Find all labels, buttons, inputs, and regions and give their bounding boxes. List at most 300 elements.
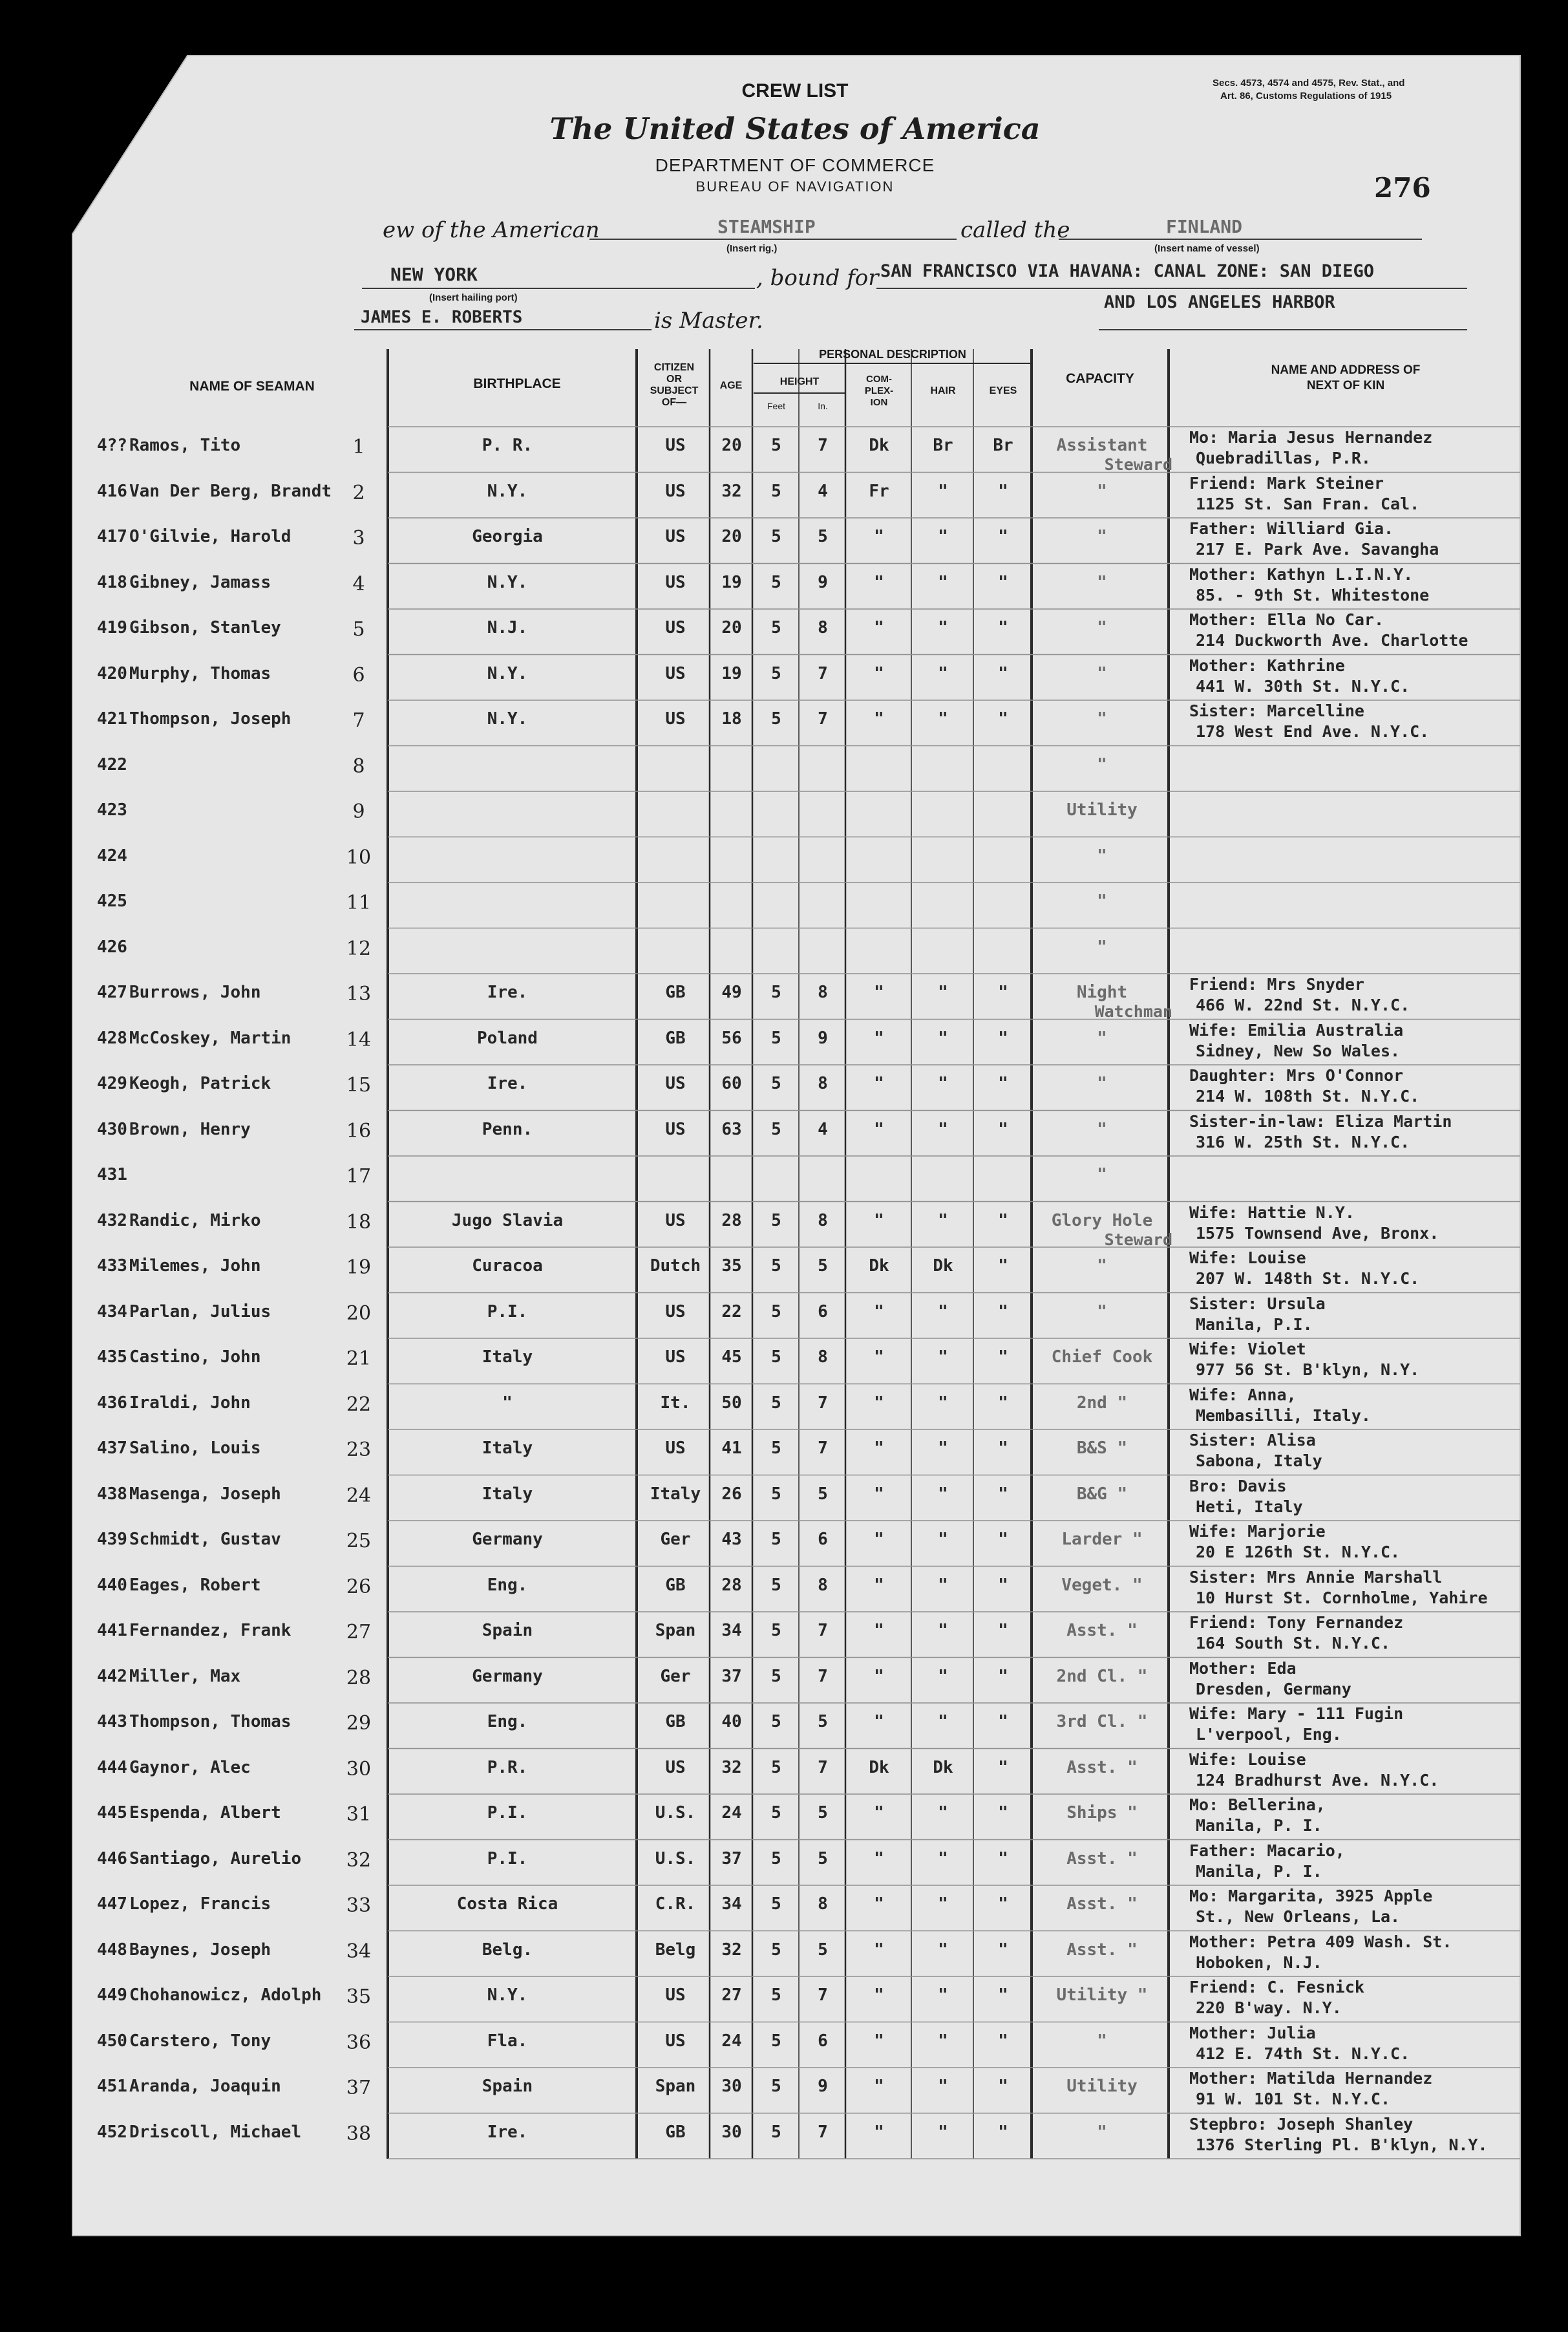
cell-birth: Jugo Slavia	[451, 1210, 564, 1230]
cell-birth: P.I.	[487, 1848, 528, 1868]
cell-birth: Ire.	[487, 2122, 528, 2142]
cell-hair: "	[938, 1028, 948, 1048]
cell-n: 9	[352, 800, 365, 823]
cell-name: Carstero, Tony	[129, 2031, 271, 2051]
cell-ft: 5	[771, 1666, 781, 1686]
cell-eyes: "	[998, 1575, 1008, 1595]
cell-ft: 5	[771, 481, 781, 501]
cell-cap1: "	[1097, 527, 1107, 546]
cell-comp: "	[874, 1666, 884, 1686]
cell-age: 20	[721, 527, 742, 546]
cell-cap1: Asst. "	[1066, 1757, 1138, 1777]
cell-ref: 452	[97, 2122, 127, 2142]
cell-comp: "	[874, 1347, 884, 1367]
col-name-header: NAME OF SEAMAN	[189, 379, 315, 394]
crew-row	[0, 1567, 1568, 1613]
cell-birth: Penn.	[482, 1119, 533, 1139]
cell-birth: Costa Rica	[456, 1894, 558, 1914]
col-eyes-header: EYES	[989, 385, 1017, 396]
cell-n: 15	[346, 1074, 372, 1096]
cell-ft: 5	[771, 1393, 781, 1413]
cell-cap1: Asst. "	[1066, 1848, 1138, 1868]
cell-kin-line-1: Mother: Petra 409 Wash. St.	[1189, 1932, 1452, 1951]
cell-ref: 443	[97, 1712, 127, 1731]
cell-kin-line-1: Friend: C. Fesnick	[1189, 1978, 1364, 1996]
cell-birth: N.Y.	[487, 663, 528, 683]
cell-cap1: "	[1097, 709, 1107, 729]
cell-age: 28	[721, 1575, 742, 1595]
col-citizen-header-2: OR	[666, 374, 682, 385]
cell-in: 7	[818, 1985, 828, 2005]
cell-eyes: "	[998, 1439, 1008, 1458]
cell-n: 19	[346, 1256, 372, 1279]
cell-age: 24	[721, 1803, 742, 1823]
cell-comp: "	[874, 2031, 884, 2051]
cell-hair: "	[938, 1393, 948, 1413]
cell-cap1: "	[1097, 663, 1107, 683]
cell-birth: P. R.	[482, 436, 533, 455]
cell-hair: "	[938, 1347, 948, 1367]
bound-for-label: , bound for	[756, 265, 879, 291]
destination-line-2: AND LOS ANGELES HARBOR	[1104, 292, 1335, 312]
cell-n: 36	[346, 2031, 372, 2054]
cell-comp: "	[874, 1119, 884, 1139]
cell-cap1: Assistant	[1056, 436, 1148, 455]
cell-birth: Poland	[477, 1028, 538, 1048]
cell-comp: "	[874, 1940, 884, 1960]
cell-ref: 449	[97, 1985, 127, 2005]
cell-ref: 434	[97, 1301, 127, 1321]
cell-comp: "	[874, 1575, 884, 1595]
cell-comp: "	[874, 1028, 884, 1048]
destination-line-1: SAN FRANCISCO VIA HAVANA: CANAL ZONE: SAN DIEGO	[880, 261, 1375, 281]
cell-kin-line-2: Heti, Italy	[1196, 1497, 1303, 1516]
cell-cap1: Utility	[1066, 800, 1138, 820]
cell-cap1: "	[1097, 1119, 1107, 1139]
col-capacity-header: CAPACITY	[1066, 371, 1134, 386]
crew-row	[0, 2022, 1568, 2069]
cell-hair: "	[938, 1712, 948, 1731]
cell-n: 3	[352, 527, 365, 550]
cell-kin-line-2: 20 E 126th St. N.Y.C.	[1196, 1543, 1401, 1561]
crew-row	[0, 1840, 1568, 1887]
cell-kin-line-2: 316 W. 25th St. N.Y.C.	[1196, 1132, 1410, 1151]
cell-comp: "	[874, 709, 884, 729]
cell-kin-line-2: Quebradillas, P.R.	[1196, 449, 1371, 467]
cell-comp: Fr	[869, 481, 889, 501]
cell-comp: "	[874, 2077, 884, 2096]
cell-birth: "	[502, 1393, 513, 1413]
cell-age: 63	[721, 1119, 742, 1139]
cell-ft: 5	[771, 1074, 781, 1093]
cell-birth: Fla.	[487, 2031, 528, 2051]
cell-name: Schmidt, Gustav	[129, 1530, 281, 1549]
cell-n: 17	[346, 1165, 372, 1188]
cell-eyes: "	[998, 1347, 1008, 1367]
cell-kin-line-1: Friend: Mrs Snyder	[1189, 975, 1364, 994]
cell-age: 40	[721, 1712, 742, 1731]
cell-eyes: "	[998, 481, 1008, 501]
cell-age: 22	[721, 1301, 742, 1321]
crew-row	[0, 655, 1568, 701]
cell-eyes: "	[998, 1666, 1008, 1686]
cell-n: 35	[346, 1985, 372, 2008]
cell-ref: 433	[97, 1256, 127, 1276]
bureau-line: BUREAU OF NAVIGATION	[695, 178, 895, 195]
cell-cap1: "	[1097, 846, 1107, 866]
cell-birth: N.Y.	[487, 481, 528, 501]
cell-kin-line-2: Manila, P.I.	[1196, 1314, 1313, 1334]
cell-hair: Br	[933, 436, 953, 455]
cell-cap2: Steward	[1104, 455, 1172, 474]
crew-row	[0, 1976, 1568, 2023]
cell-kin-line-2: 220 B'way. N.Y.	[1196, 1998, 1342, 2017]
cell-ft: 5	[771, 1803, 781, 1823]
cell-n: 22	[346, 1393, 372, 1416]
insert-vessel-note: (Insert name of vessel)	[1154, 243, 1260, 254]
cell-age: 19	[721, 663, 742, 683]
cell-kin-line-2: 1125 St. San Fran. Cal.	[1196, 494, 1420, 513]
crew-row	[0, 1749, 1568, 1795]
cell-ft: 5	[771, 663, 781, 683]
cell-hair: "	[938, 572, 948, 592]
cell-name: Parlan, Julius	[129, 1301, 271, 1321]
cell-in: 7	[818, 1439, 828, 1458]
cell-name: Ramos, Tito	[129, 436, 241, 455]
cell-ft: 5	[771, 527, 781, 546]
cell-age: 41	[721, 1439, 742, 1458]
cell-birth: Spain	[482, 1621, 533, 1640]
cell-birth: P.I.	[487, 1301, 528, 1321]
cell-eyes: "	[998, 709, 1008, 729]
cell-ft: 5	[771, 1712, 781, 1731]
cell-cap1: Utility	[1066, 2077, 1138, 2096]
cell-birth: Eng.	[487, 1712, 528, 1731]
cell-name: Van Der Berg, Brandt	[129, 481, 332, 501]
cell-in: 7	[818, 1393, 828, 1413]
crew-row	[0, 1247, 1568, 1294]
cell-age: 32	[721, 481, 742, 501]
cell-eyes: "	[998, 1028, 1008, 1048]
cell-hair: "	[938, 1575, 948, 1595]
cell-ref: 446	[97, 1848, 127, 1868]
cell-ref: 450	[97, 2031, 127, 2051]
cell-ref: 444	[97, 1757, 127, 1777]
crew-row	[0, 609, 1568, 656]
cell-comp: "	[874, 618, 884, 637]
cell-kin-line-1: Sister: Mrs Annie Marshall	[1189, 1567, 1443, 1587]
cell-eyes: "	[998, 1530, 1008, 1549]
cell-age: 37	[721, 1848, 742, 1868]
cell-hair: Dk	[933, 1256, 953, 1276]
cell-cit: US	[665, 1301, 686, 1321]
cell-eyes: "	[998, 1256, 1008, 1276]
cell-comp: Dk	[869, 1256, 889, 1276]
cell-cit: Ger	[660, 1530, 691, 1549]
col-complexion-header-2: PLEX-	[864, 385, 894, 396]
cell-name: Fernandez, Frank	[129, 1621, 291, 1640]
crew-row	[0, 1384, 1568, 1431]
cell-cap1: B&S "	[1076, 1439, 1128, 1458]
cell-cap1: Night	[1076, 983, 1128, 1002]
cell-cap1: "	[1097, 937, 1107, 957]
cell-kin-line-1: Friend: Tony Fernandez	[1189, 1613, 1404, 1632]
cell-in: 9	[818, 2077, 828, 2096]
cell-in: 4	[818, 1119, 828, 1139]
cell-kin-line-2: L'verpool, Eng.	[1196, 1725, 1342, 1744]
cell-kin-line-1: Sister: Marcelline	[1189, 701, 1364, 720]
cell-name: Miller, Max	[129, 1666, 241, 1686]
cell-age: 35	[721, 1256, 742, 1276]
cell-ft: 5	[771, 1530, 781, 1549]
cell-n: 27	[346, 1621, 372, 1643]
cell-birth: Georgia	[472, 527, 543, 546]
cell-hair: "	[938, 527, 948, 546]
cell-n: 25	[346, 1530, 372, 1552]
cell-n: 31	[346, 1803, 372, 1826]
statute-reference-1: Secs. 4573, 4574 and 4575, Rev. Stat., and	[1213, 78, 1405, 89]
cell-ref: 447	[97, 1894, 127, 1914]
col-height-header: HEIGHT	[779, 376, 820, 387]
cell-comp: "	[874, 1848, 884, 1868]
cell-kin-line-1: Wife: Louise	[1189, 1248, 1306, 1267]
crew-row	[0, 1794, 1568, 1841]
cell-n: 21	[346, 1347, 372, 1370]
cell-comp: "	[874, 1894, 884, 1914]
cell-ref: 421	[97, 709, 127, 729]
cell-comp: Dk	[869, 436, 889, 455]
cell-comp: "	[874, 1712, 884, 1731]
cell-n: 7	[352, 709, 365, 732]
crew-row	[0, 1156, 1568, 1203]
cell-ref: 442	[97, 1666, 127, 1686]
cell-cap2: Watchman	[1094, 1002, 1172, 1021]
vessel-name: FINLAND	[1166, 216, 1243, 237]
cell-cit: Italy	[650, 1484, 701, 1504]
cell-n: 23	[346, 1439, 372, 1461]
cell-kin-line-1: Wife: Mary - 111 Fugin	[1189, 1704, 1404, 1723]
cell-hair: Dk	[933, 1757, 953, 1777]
cell-birth: Spain	[482, 2077, 533, 2096]
cell-cit: US	[665, 2031, 686, 2051]
cell-n: 10	[346, 846, 372, 869]
cell-eyes: "	[998, 2077, 1008, 2096]
cell-in: 7	[818, 709, 828, 729]
cell-age: 30	[721, 2122, 742, 2142]
cell-cap1: Larder "	[1061, 1530, 1143, 1549]
cell-name: McCoskey, Martin	[129, 1028, 291, 1048]
cell-cit: US	[665, 572, 686, 592]
cell-kin-line-2: Sidney, New So Wales.	[1196, 1041, 1401, 1060]
col-complexion-header-1: COM-	[866, 374, 892, 385]
cell-cap1: 2nd Cl. "	[1056, 1666, 1148, 1686]
cell-hair: "	[938, 1940, 948, 1960]
cell-eyes: "	[998, 1757, 1008, 1777]
cell-comp: "	[874, 663, 884, 683]
cell-kin-line-2: Dresden, Germany	[1196, 1679, 1351, 1698]
cell-name: Brown, Henry	[129, 1119, 251, 1139]
cell-ft: 5	[771, 572, 781, 592]
cell-birth: Germany	[472, 1530, 543, 1549]
cell-eyes: "	[998, 618, 1008, 637]
cell-age: 56	[721, 1028, 742, 1048]
col-feet-header: Feet	[767, 401, 785, 411]
crew-row	[0, 837, 1568, 884]
cell-ft: 5	[771, 1894, 781, 1914]
cell-cit: US	[665, 1119, 686, 1139]
cell-ft: 5	[771, 1119, 781, 1139]
cell-name: Randic, Mirko	[129, 1210, 261, 1230]
is-master-label: is Master.	[654, 308, 763, 334]
cell-ft: 5	[771, 618, 781, 637]
cell-n: 12	[346, 937, 372, 960]
cell-cit: GB	[665, 2122, 686, 2142]
cell-ref: 436	[97, 1393, 127, 1413]
cell-kin-line-1: Wife: Hattie N.Y.	[1189, 1203, 1355, 1222]
cell-cit: Span	[655, 2077, 696, 2096]
cell-kin-line-1: Mother: Julia	[1189, 2023, 1316, 2042]
cell-ft: 5	[771, 1985, 781, 2005]
cell-eyes: "	[998, 527, 1008, 546]
cell-ref: 429	[97, 1074, 127, 1093]
cell-ref: 427	[97, 983, 127, 1002]
cell-age: 32	[721, 1757, 742, 1777]
cell-cap1: Glory Hole	[1051, 1210, 1153, 1230]
cell-age: 34	[721, 1621, 742, 1640]
crew-row	[0, 883, 1568, 929]
crew-row	[0, 746, 1568, 793]
crew-row	[0, 1429, 1568, 1476]
cell-comp: "	[874, 1393, 884, 1413]
cell-in: 5	[818, 1484, 828, 1504]
cell-ref: 437	[97, 1439, 127, 1458]
cell-in: 5	[818, 1712, 828, 1731]
cell-cit: US	[665, 436, 686, 455]
cell-n: 38	[346, 2122, 372, 2145]
cell-name: Masenga, Joseph	[129, 1484, 281, 1504]
cell-in: 8	[818, 1347, 828, 1367]
cell-kin-line-1: Sister: Ursula	[1189, 1294, 1326, 1313]
cell-n: 26	[346, 1575, 372, 1598]
cell-ft: 5	[771, 1347, 781, 1367]
cell-ft: 5	[771, 709, 781, 729]
cell-in: 6	[818, 2031, 828, 2051]
cell-cap1: "	[1097, 1028, 1107, 1048]
cell-ref: 445	[97, 1803, 127, 1823]
cell-age: 32	[721, 1940, 742, 1960]
cell-eyes: "	[998, 1940, 1008, 1960]
cell-cap1: "	[1097, 2122, 1107, 2142]
cell-n: 13	[346, 983, 372, 1005]
col-kin-header-1: NAME AND ADDRESS OF	[1271, 363, 1421, 377]
cell-name: Lopez, Francis	[129, 1894, 271, 1914]
cell-ft: 5	[771, 1848, 781, 1868]
cell-kin-line-2: 214 W. 108th St. N.Y.C.	[1196, 1087, 1420, 1106]
cell-eyes: "	[998, 2122, 1008, 2142]
cell-ft: 5	[771, 1301, 781, 1321]
cell-cap1: "	[1097, 754, 1107, 775]
cell-name: Keogh, Patrick	[129, 1074, 271, 1093]
cell-kin-line-2: 1376 Sterling Pl. B'klyn, N.Y.	[1196, 2135, 1488, 2154]
cell-hair: "	[938, 481, 948, 501]
cell-name: Baynes, Joseph	[129, 1940, 271, 1960]
cell-kin-line-1: Mother: Kathrine	[1189, 656, 1345, 675]
cell-ref: 416	[97, 481, 127, 501]
cell-kin-line-2: 412 E. 74th St. N.Y.C.	[1196, 2044, 1410, 2063]
cell-birth: P.I.	[487, 1803, 528, 1823]
cell-cit: US	[665, 1347, 686, 1367]
cell-kin-line-2: Hoboken, N.J.	[1196, 1952, 1322, 1972]
cell-hair: "	[938, 1484, 948, 1504]
crew-row	[0, 473, 1568, 519]
cell-hair: "	[938, 1530, 948, 1549]
cell-kin-line-1: Mother: Matilda Hernandez	[1189, 2069, 1433, 2088]
cell-kin-line-1: Wife: Emilia Australia	[1189, 1020, 1404, 1040]
cell-cap1: B&G "	[1076, 1484, 1128, 1504]
cell-hair: "	[938, 1439, 948, 1458]
cell-in: 7	[818, 663, 828, 683]
crew-of-label: ew of the American	[383, 217, 600, 243]
crew-row	[0, 2113, 1568, 2160]
cell-eyes: "	[998, 1894, 1008, 1914]
cell-birth: Germany	[472, 1666, 543, 1686]
cell-hair: "	[938, 1621, 948, 1640]
cell-age: 20	[721, 618, 742, 637]
cell-eyes: "	[998, 1712, 1008, 1731]
cell-cap1: "	[1097, 2031, 1107, 2051]
cell-kin-line-2: 217 E. Park Ave. Savangha	[1196, 540, 1439, 559]
cell-cit: US	[665, 1074, 686, 1093]
cell-n: 18	[346, 1210, 372, 1234]
cell-eyes: "	[998, 1301, 1008, 1321]
cell-ft: 5	[771, 436, 781, 455]
cell-eyes: "	[998, 1393, 1008, 1413]
cell-ref: 438	[97, 1484, 127, 1504]
cell-cap1: 3rd Cl. "	[1056, 1712, 1148, 1731]
crew-row	[0, 2068, 1568, 2114]
cell-cit: US	[665, 663, 686, 683]
cell-age: 24	[721, 2031, 742, 2051]
cell-birth: Italy	[482, 1439, 533, 1458]
cell-eyes: "	[998, 572, 1008, 592]
cell-name: Thompson, Joseph	[129, 709, 291, 729]
cell-name: Gibney, Jamass	[129, 572, 271, 592]
cell-ft: 5	[771, 1439, 781, 1458]
cell-hair: "	[938, 1848, 948, 1868]
cell-n: 34	[346, 1940, 372, 1963]
cell-kin-line-1: Wife: Marjorie	[1189, 1522, 1326, 1541]
cell-birth: Ire.	[487, 1074, 528, 1093]
cell-in: 7	[818, 1621, 828, 1640]
col-citizen-header-1: CITIZEN	[653, 362, 695, 373]
cell-birth: N.J.	[487, 618, 528, 637]
cell-ft: 5	[771, 1757, 781, 1777]
cell-comp: "	[874, 983, 884, 1002]
vessel-type: STEAMSHIP	[717, 216, 816, 237]
crew-row	[0, 1703, 1568, 1749]
crew-row	[0, 1293, 1568, 1340]
crew-row	[0, 1202, 1568, 1248]
cell-cit: US	[665, 1757, 686, 1777]
cell-comp: Dk	[869, 1757, 889, 1777]
crew-row	[0, 1111, 1568, 1157]
cell-name: Espenda, Albert	[129, 1803, 281, 1823]
cell-age: 27	[721, 1985, 742, 2005]
cell-hair: "	[938, 1210, 948, 1230]
cell-ft: 5	[771, 1621, 781, 1640]
cell-ref: 439	[97, 1530, 127, 1549]
called-the-label: called the	[960, 217, 1070, 243]
